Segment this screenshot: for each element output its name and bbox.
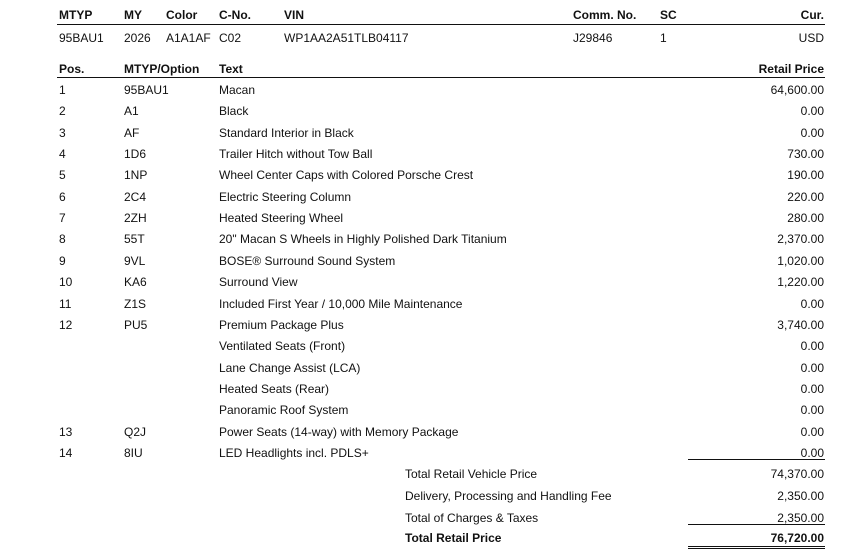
row-pos: 1 (59, 83, 66, 97)
row-text: Panoramic Roof System (219, 403, 349, 417)
row-price: 0.00 (800, 425, 824, 439)
totals-label: Total Retail Price (405, 531, 502, 545)
row-price: 220.00 (787, 190, 824, 204)
row-pos: 3 (59, 126, 66, 140)
header-divider (57, 24, 825, 25)
row-text: 20" Macan S Wheels in Highly Polished Dark Titanium (219, 232, 507, 246)
row-option: 2ZH (124, 211, 147, 225)
row-pos: 8 (59, 232, 66, 246)
row-text: Macan (219, 83, 256, 97)
col-header-price: Retail Price (758, 62, 824, 76)
row-price: 0.00 (800, 446, 824, 460)
row-pos: 2 (59, 104, 66, 118)
row-text: Heated Seats (Rear) (219, 382, 330, 396)
row-text: Black (219, 104, 249, 118)
value-comm-no: J29846 (573, 31, 613, 45)
row-option: 1NP (124, 168, 148, 182)
row-option: Z1S (124, 297, 147, 311)
header-color: Color (166, 8, 198, 22)
row-option: AF (124, 126, 140, 140)
header-cur: Cur. (800, 8, 824, 22)
row-price: 3,740.00 (777, 318, 824, 332)
row-price: 190.00 (787, 168, 824, 182)
row-text: Power Seats (14-way) with Memory Package (219, 425, 459, 439)
row-option: 55T (124, 232, 145, 246)
charges-rule (688, 524, 825, 525)
header-sc: SC (660, 8, 677, 22)
row-price: 0.00 (800, 339, 824, 353)
row-pos: 4 (59, 147, 66, 161)
value-vin: WP1AA2A51TLB04117 (284, 31, 409, 45)
row-pos: 7 (59, 211, 66, 225)
row-price: 0.00 (800, 297, 824, 311)
totals-price: 74,370.00 (770, 467, 824, 481)
row-price: 64,600.00 (770, 83, 824, 97)
row-price: 0.00 (800, 126, 824, 140)
header-cno: C-No. (219, 8, 251, 22)
value-cno: C02 (219, 31, 242, 45)
row-text: Standard Interior in Black (219, 126, 354, 140)
row-option: 95BAU1 (124, 83, 169, 97)
header-comm-no: Comm. No. (573, 8, 637, 22)
row-option: Q2J (124, 425, 147, 439)
row-text: Wheel Center Caps with Colored Porsche Crest (219, 168, 474, 182)
row-text: Included First Year / 10,000 Mile Maintenance (219, 297, 463, 311)
row-pos: 10 (59, 275, 73, 289)
row-pos: 6 (59, 190, 66, 204)
col-header-pos: Pos. (59, 62, 85, 76)
totals-label: Total of Charges & Taxes (405, 511, 539, 525)
header-mtyp: MTYP (59, 8, 93, 22)
value-mtyp: 95BAU1 (59, 31, 104, 45)
row-option: A1 (124, 104, 139, 118)
row-text: LED Headlights incl. PDLS+ (219, 446, 369, 460)
header-vin: VIN (284, 8, 305, 22)
row-pos: 11 (59, 297, 72, 311)
row-text: BOSE® Surround Sound System (219, 254, 396, 268)
row-price: 0.00 (800, 403, 824, 417)
row-pos: 14 (59, 446, 73, 460)
row-price: 730.00 (787, 147, 824, 161)
row-price: 2,370.00 (777, 232, 824, 246)
row-pos: 13 (59, 425, 73, 439)
table-header-divider (57, 77, 825, 78)
row-text: Lane Change Assist (LCA) (219, 361, 361, 375)
total-double-rule-bottom (688, 548, 825, 549)
row-price: 1,220.00 (777, 275, 824, 289)
row-price: 280.00 (787, 211, 824, 225)
totals-price: 2,350.00 (777, 489, 824, 503)
col-header-option: MTYP/Option (124, 62, 200, 76)
totals-price: 76,720.00 (770, 531, 824, 545)
row-pos: 12 (59, 318, 73, 332)
total-double-rule-top (688, 546, 825, 547)
col-header-text: Text (219, 62, 243, 76)
row-option: 1D6 (124, 147, 147, 161)
value-sc: 1 (660, 31, 667, 45)
value-cur: USD (798, 31, 824, 45)
row-price: 1,020.00 (777, 254, 824, 268)
row-text: Premium Package Plus (219, 318, 344, 332)
row-price: 0.00 (800, 361, 824, 375)
totals-label: Delivery, Processing and Handling Fee (405, 489, 612, 503)
row-price: 0.00 (800, 104, 824, 118)
totals-price: 2,350.00 (777, 511, 824, 525)
value-my: 2026 (124, 31, 151, 45)
totals-label: Total Retail Vehicle Price (405, 467, 538, 481)
row-option: 9VL (124, 254, 146, 268)
row-pos: 5 (59, 168, 66, 182)
row-option: 8IU (124, 446, 143, 460)
row-text: Surround View (219, 275, 298, 289)
row-text: Electric Steering Column (219, 190, 352, 204)
row-pos: 9 (59, 254, 66, 268)
value-color: A1A1AF (166, 31, 211, 45)
row-text: Ventilated Seats (Front) (219, 339, 346, 353)
row-text: Heated Steering Wheel (219, 211, 344, 225)
row-option: 2C4 (124, 190, 147, 204)
row-price: 0.00 (800, 382, 824, 396)
header-my: MY (124, 8, 142, 22)
row-option: PU5 (124, 318, 148, 332)
row-text: Trailer Hitch without Tow Ball (219, 147, 373, 161)
subtotal-rule (688, 459, 825, 460)
row-option: KA6 (124, 275, 147, 289)
